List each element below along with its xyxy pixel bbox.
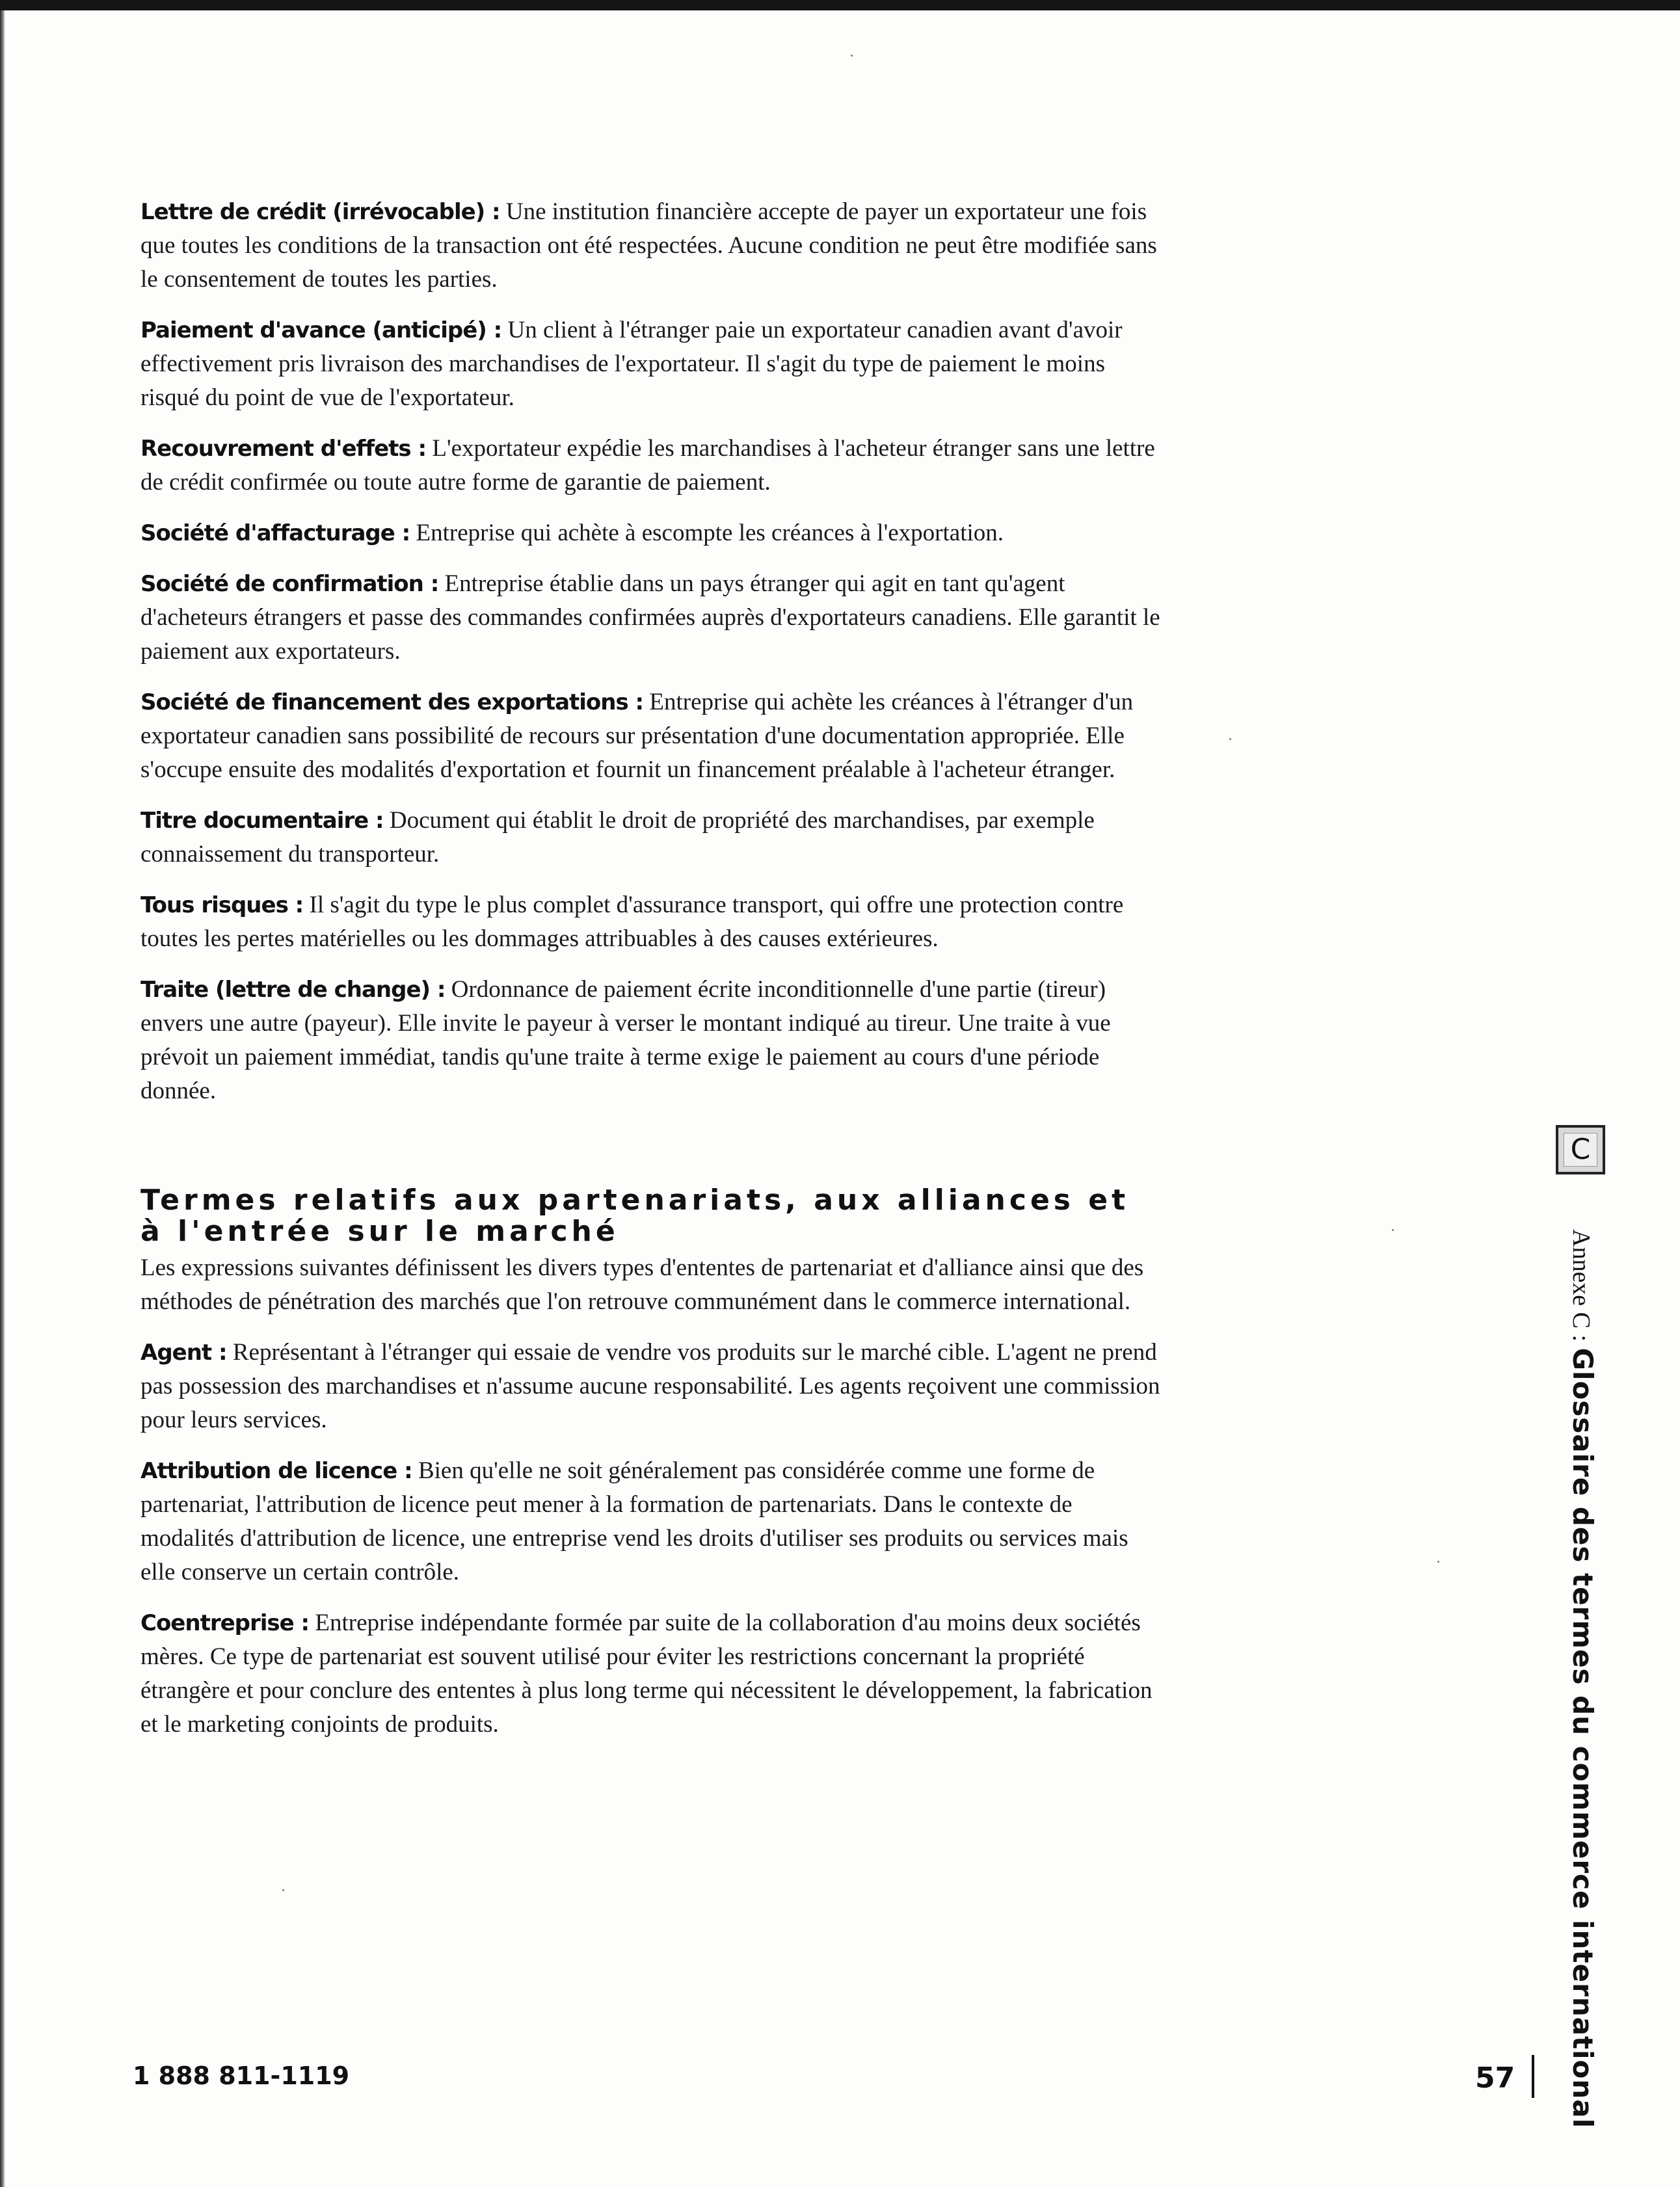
glossary-entry: [140, 313, 1162, 415]
glossary-definition: Une institution financière accepte de payer un exportateur une fois que toutes les conditions de la transaction ont été respectées. Aucune condition ne peut être modifiée sans le consentement de toutes les parties.: [140, 198, 1157, 293]
annex-prefix: Annexe C :: [1567, 1229, 1595, 1348]
glossary-definition: Un client à l'étranger paie un exportateur canadien avant d'avoir effectivement pris livraison des marchandises de l'exportateur. Il s'agit du type de paiement le moins risqué du point de vue de l'exportateur.: [140, 317, 1123, 411]
glossary-entry: [140, 516, 1162, 550]
glossary-entry: [140, 1454, 1162, 1589]
glossary-list-bottom: [140, 1336, 1162, 1742]
glossary-definition: L'exportateur expédie les marchandises à l'acheteur étranger sans une lettre de crédit confirmée ou toute autre forme de garantie de paiement.: [140, 435, 1155, 496]
glossary-definition: Représentant à l'étranger qui essaie de vendre vos produits sur le marché cible. L'agent ne prend pas possession des marchandises et n'assume aucune responsabilité. Les agents reçoivent une commission pour leurs services.: [140, 1339, 1160, 1433]
glossary-entry: [140, 888, 1162, 956]
glossary-term: Traite (lettre de change) :: [140, 977, 446, 1003]
section-heading: Termes relatifs aux partenariats, aux alliances et à l'entrée sur le marché: [140, 1184, 1130, 1248]
glossary-list-top: [140, 195, 1162, 1108]
scan-speck: [282, 1889, 284, 1891]
running-header-text: [1563, 1229, 1601, 2128]
glossary-term: Recouvrement d'effets :: [140, 436, 427, 462]
glossary-definition: Bien qu'elle ne soit généralement pas considérée comme une forme de partenariat, l'attribution de licence peut mener à la formation de partenariats. Dans le contexte de modalités d'attribution de licence, une entreprise vend les droits d'utiliser ses produits ou services mais elle conserve un certain contrôle.: [140, 1457, 1128, 1585]
scan-left-edge: [0, 10, 5, 2187]
scan-speck: [1229, 738, 1231, 740]
page-number: 57: [1475, 2061, 1515, 2095]
glossary-definition: Il s'agit du type le plus complet d'assurance transport, qui offre une protection contre toutes les pertes matérielles ou les dommages attribuables à des causes extérieures.: [140, 892, 1124, 952]
glossary-entry: [140, 432, 1162, 499]
section-intro: Les expressions suivantes définissent les divers types d'ententes de partenariat et d'alliance ainsi que des méthodes de pénétration des marchés que l'on retrouve communément dans le commerce international.: [140, 1254, 1144, 1315]
glossary-definition: Entreprise établie dans un pays étranger qui agit en tant qu'agent d'acheteurs étrangers et passe des commandes confirmées auprès d'exportateurs canadiens. Elle garantit le paiement aux exportateurs.: [140, 570, 1160, 665]
main-content: [140, 195, 1162, 1758]
glossary-term: Société de financement des exportations :: [140, 689, 644, 715]
scan-speck: [851, 55, 853, 57]
running-header-vertical: [1564, 1229, 1603, 2129]
glossary-definition: Document qui établit le droit de propriété des marchandises, par exemple connaissement du transporteur.: [140, 807, 1095, 868]
glossary-definition: Entreprise qui achète à escompte les créances à l'exportation.: [410, 520, 1004, 546]
scan-top-border: [0, 0, 1680, 10]
glossary-entry: [140, 195, 1162, 297]
glossary-definition: Entreprise indépendante formée par suite de la collaboration d'au moins deux sociétés mères. Ce type de partenariat est souvent utilisé pour éviter les restrictions concernant la propriété étrangère et pour conclure des ententes à plus long terme qui nécessitent le développement, la fabrication et le marketing conjoints de produits.: [140, 1610, 1153, 1738]
scan-speck: [1437, 1561, 1439, 1563]
annex-letter: C: [1564, 1133, 1597, 1167]
glossary-entry: [140, 973, 1162, 1108]
glossary-term: Attribution de licence :: [140, 1458, 412, 1484]
glossary-definition: Ordonnance de paiement écrite inconditionnelle d'une partie (tireur) envers une autre (payeur). Elle invite le payeur à verser le montant indiqué au tireur. Une traite à vue prévoit un paiement immédiat, tandis qu'une traite à terme exige le paiement au cours d'une période donnée.: [140, 976, 1111, 1104]
footer-phone-number: 1 888 811-1119: [133, 2061, 350, 2090]
glossary-term: Titre documentaire :: [140, 808, 384, 834]
annex-c-tab-icon: [1556, 1125, 1605, 1174]
glossary-definition: Entreprise qui achète les créances à l'étranger d'un exportateur canadien sans possibilité de recours sur présentation d'une documentation appropriée. Elle s'occupe ensuite des modalités d'exportation et fournit un financement préalable à l'acheteur étranger.: [140, 689, 1134, 783]
page-number-rule: [1532, 2055, 1534, 2098]
glossary-term: Société d'affacturage :: [140, 520, 410, 546]
glossary-entry: [140, 567, 1162, 669]
annex-title: Glossaire des termes du commerce international: [1567, 1347, 1599, 2129]
glossary-entry: [140, 1336, 1162, 1437]
glossary-entry: [140, 1606, 1162, 1742]
glossary-term: Paiement d'avance (anticipé) :: [140, 317, 502, 343]
glossary-term: Lettre de crédit (irrévocable) :: [140, 199, 500, 225]
scan-speck: [1392, 1229, 1394, 1231]
glossary-entry: [140, 685, 1162, 787]
glossary-entry: [140, 804, 1162, 871]
glossary-term: Agent :: [140, 1340, 227, 1366]
glossary-term: Tous risques :: [140, 892, 304, 918]
glossary-term: Coentreprise :: [140, 1610, 310, 1636]
glossary-term: Société de confirmation :: [140, 571, 439, 597]
